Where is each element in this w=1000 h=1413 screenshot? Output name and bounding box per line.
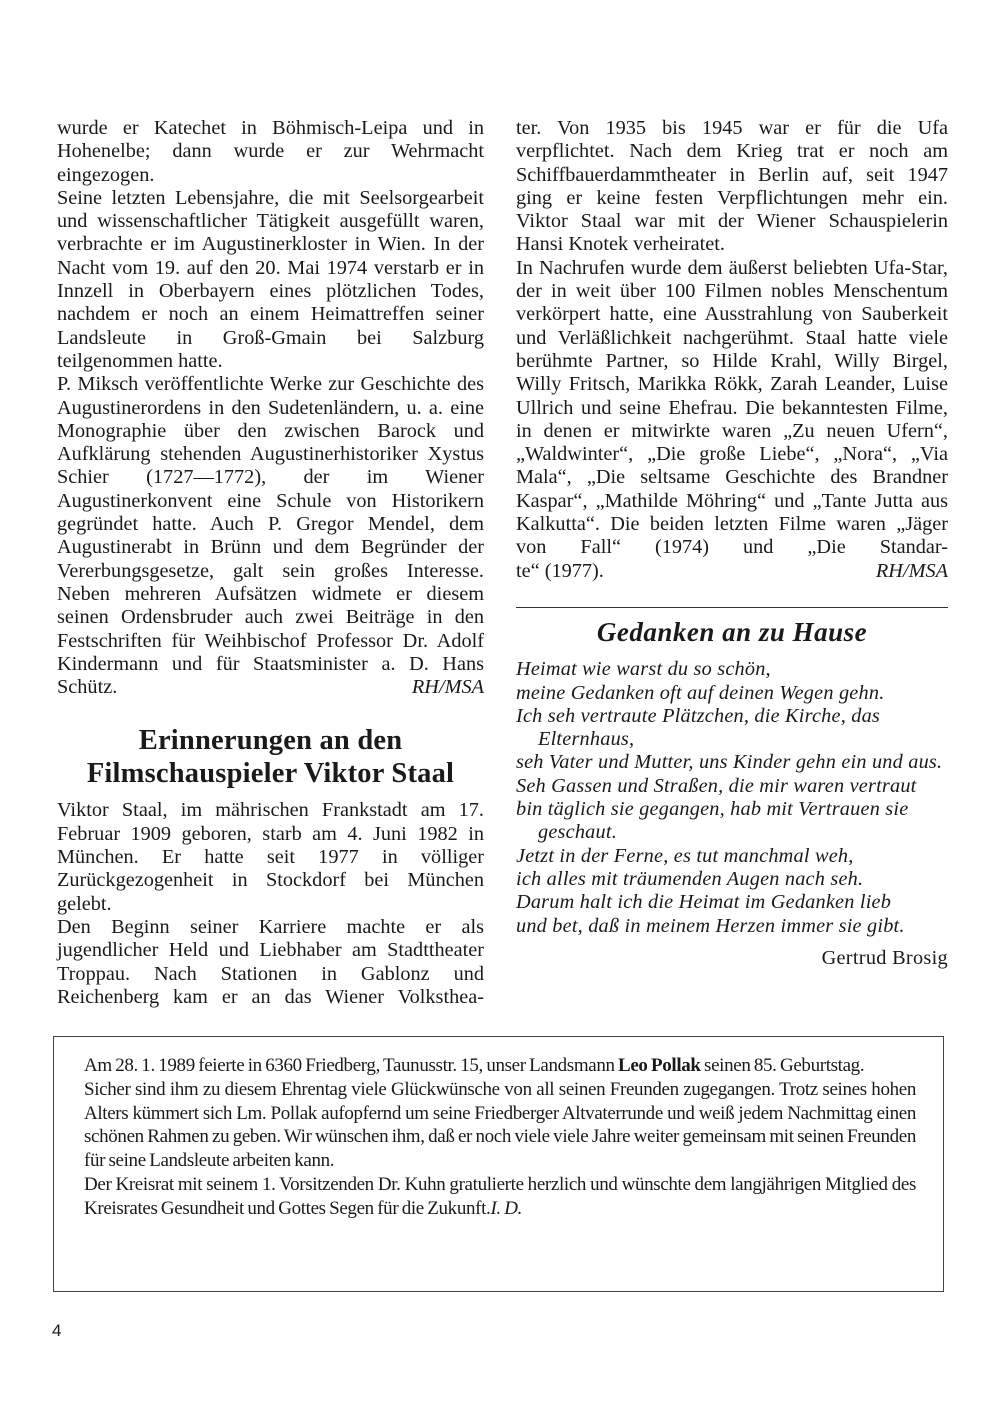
poem-line: Jetzt in der Ferne, es tut manchmal weh, [516, 844, 854, 867]
kreisrat-text: Der Kreisrat mit seinem 1. Vorsitzenden Dr. Kuhn gratulierte herzlich und wünschte dem langjährigen Mitglied des Kreisrates Gesundheit und Gottes Segen für die Zukunft. [84, 1173, 916, 1219]
paragraph-staal-ufa: ter. Von 1935 bis 1945 war er für die Ufa verpflichtet. Nach dem Krieg trat er noch am Schiffbauerdammtheater in Berlin auf, seit 1947 ging er keine festen Verpflichtungen mehr ein. Viktor Staal war mit der Wiener Schauspielerin Hansi Knotek verheiratet. [516, 117, 948, 256]
poem-line: Heimat wie warst du so schön, [516, 658, 771, 681]
paragraph-staal-karriere: Den Beginn seiner Karriere machte er als jugendlicher Held und Liebhaber am Stadttheater Troppau. Nach Stationen in Gablonz und Reichenberg kam er an das Wiener Volksthea- [57, 915, 484, 1008]
author-signature: RH/MSA [875, 559, 948, 582]
text-before: Am 28. 1. 1989 feierte in 6360 Friedberg, Taunusstr. 15, unser Landsmann [84, 1055, 619, 1076]
birthday-notice-text [84, 1054, 916, 1221]
birthday-notice-box [53, 1036, 944, 1292]
poem-author: Gertrud Brosig [821, 946, 948, 969]
poem-line: Darum halt ich die Heimat im Gedanken lieb [516, 891, 892, 914]
paragraph-end-line [516, 560, 948, 583]
paragraph-staal-nachrufe: In Nachrufen wurde dem äußerst beliebten Ufa-Star, der in weit über 100 Filmen nobles Menschentum verkörpert hatte, eine Ausstrahlung von Sauberkeit und Verläßlichkeit nachgerühmt. Staal hatte viele berühmte Partner, so Hilde Krahl, Willy Birgel, Willy Fritsch, Marikka Rökk, Zarah Leander, Luise Ullrich und seine Ehefrau. Die bekanntesten Filme, in denen er mitwirkte waren „Zu neuen Ufern“, „Waldwinter“, „Die große Liebe“, „Nora“, „Via Mala“, „Die seltsame Geschichte des Brandner Kaspar“, „Mathilde Möhring“ und „Tante Jutta aus Kalkutta“. Die beiden letzten Filme waren „Jäger von Fall“ (1974) und „Die Standar- [516, 256, 948, 559]
right-column [516, 117, 948, 970]
author-signature: I. D. [490, 1197, 522, 1219]
paragraph-katechet: wurde er Katechet in Böhmisch-Leipa und in Hohenelbe; dann wurde er zur Wehrmacht eingezogen. [57, 117, 484, 186]
heading-line-1: Erinnerungen an den [138, 725, 403, 757]
paragraph-werke: P. Miksch veröffentlichte Werke zur Geschichte des Augustinerordens in den Sudetenländern, u. a. eine Monographie über den zwischen Barock und Aufklärung stehenden Augustinerhistoriker Xystus Schier (1727—1772), der im Wiener Augustinerkonvent eine Schule von Historikern gegründet hatte. Auch P. Gregor Mendel, dem Augustinerabt in Brünn und dem Begründer der Vererbungsgesetze, galt sein großes Interesse. Neben mehreren Aufsätzen widmete er diesem seinen Ordensbruder auch zwei Beiträge in den Festschriften für Weihbischof Professor Dr. Adolf Kindermann und für Staatsminister a. D. Hans [57, 373, 484, 675]
paragraph-staal-bio: Viktor Staal, im mährischen Frankstadt am 17. Februar 1909 geboren, starb am 4. Juni 1982 in München. Er hatte seit 1977 in völliger Zurückgezogenheit in Stockdorf bei München gelebt. [57, 799, 484, 915]
poem-line: bin täglich sie gegangen, hab mit Vertrauen sie geschaut. [516, 798, 909, 844]
page-number: 4 [52, 1321, 62, 1340]
poem-body [516, 658, 948, 938]
section-divider [516, 607, 948, 608]
left-column [57, 117, 484, 1009]
heading-line-2: Filmschauspieler Viktor Staal [86, 758, 455, 790]
poem-title: Gedanken an zu Hause [596, 616, 868, 647]
paragraph-lebensjahre: Seine letzten Lebensjahre, die mit Seelsorgearbeit und wissenschaftlicher Tätigkeit ausgefüllt waren, verbrachte er im Augustinerkloster in Wien. In der Nacht vom 19. auf den 20. Mai 1974 verstarb er in Innzell in Oberbayern eines plötzlichen Todes, nachdem er noch an einem Heimattreffen seiner Landsleute in Groß-Gmain bei Salzburg teilgenommen hatte. [57, 186, 484, 372]
poem-line: ich alles mit träumenden Augen nach seh. [516, 867, 864, 890]
poem-line: meine Gedanken oft auf deinen Wegen gehn. [516, 681, 885, 704]
paragraph-kreisrat [84, 1173, 916, 1221]
end-text: Schütz. [57, 676, 118, 699]
article-heading [57, 724, 484, 790]
text-after: seinen 85. Geburtstag. [700, 1055, 865, 1076]
author-signature: RH/MSA [411, 676, 484, 699]
celebrant-name: Leo Pollak [618, 1055, 701, 1076]
paragraph-birthday [84, 1054, 916, 1078]
poem-line: Ich seh vertraute Plätzchen, die Kirche, das Elternhaus, [516, 704, 881, 751]
poem-line: seh Vater und Mutter, uns Kinder gehn ein und aus. [516, 751, 943, 774]
poem-line: und bet, daß in meinem Herzen immer sie gibt. [516, 914, 905, 937]
paragraph-wishes: Sicher sind ihm zu diesem Ehrentag viele Glückwünsche von all seinen Freunden zugegangen. Trotz seines hohen Alters kümmert sich Lm. Pollak aufopfernd um seine Friedberger Altvaterrunde und weiß jedem Nachmittag einen schönen Rahmen zu geben. Wir wünschen ihm, daß er noch viele viele Jahre weiter gemeinsam mit seinen Freunden für seine Landsleute arbeiten kann. [84, 1078, 916, 1172]
poem-line: Seh Gassen und Straßen, die mir waren vertraut [516, 774, 917, 797]
paragraph-end-line [57, 676, 484, 699]
end-text: te“ (1977). [516, 559, 604, 582]
